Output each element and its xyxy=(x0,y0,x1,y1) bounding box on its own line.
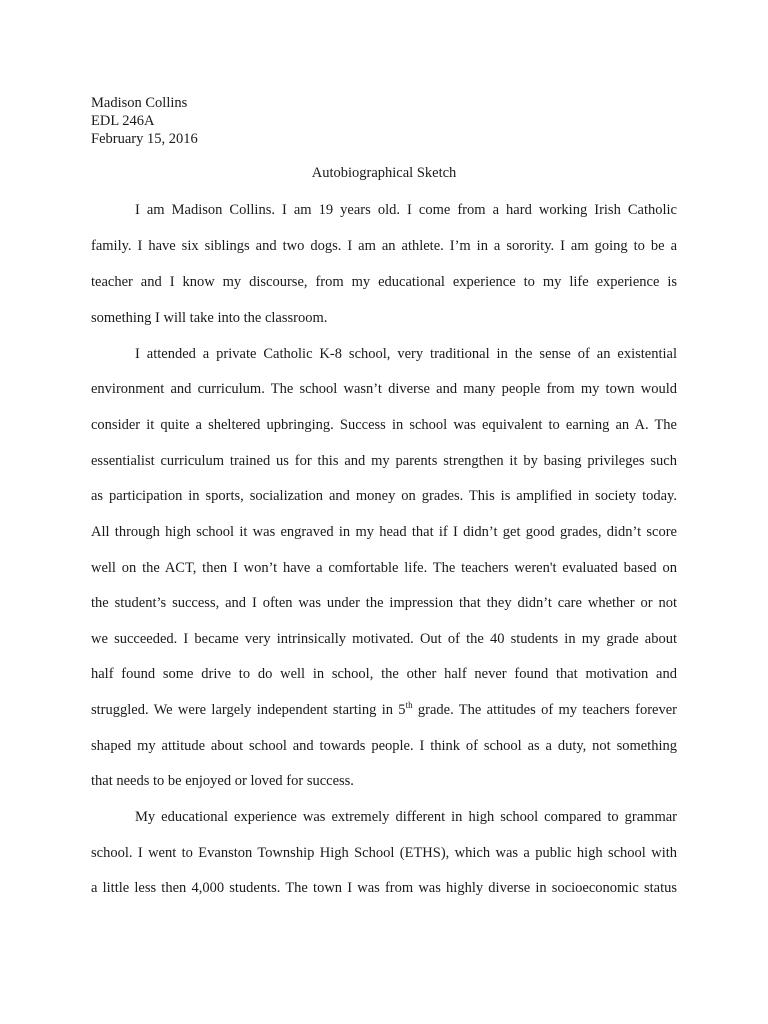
ordinal-superscript: th xyxy=(405,700,413,711)
paragraph-line: a little less then 4,000 students. The town I was from was highly diverse in socioeconomic status xyxy=(91,880,677,896)
paragraph-line: My educational experience was extremely different in high school compared to grammar xyxy=(135,809,677,825)
line-text-before: struggled. We were largely independent starting in 5 xyxy=(91,702,406,718)
paragraph-line: teacher and I know my discourse, from my educational experience to my life experience is xyxy=(91,274,677,290)
paragraph-line: family. I have six siblings and two dogs. I am an athlete. I’m in a sorority. I am going to be a xyxy=(91,238,677,254)
paragraph-line: the student’s success, and I often was under the impression that they didn’t care whether or not xyxy=(91,595,677,611)
paragraph-line: something I will take into the classroom. xyxy=(91,310,328,326)
paragraph-line: school. I went to Evanston Township High School (ETHS), which was a public high school with xyxy=(91,845,677,861)
paragraph-line: I attended a private Catholic K-8 school, very traditional in the sense of an existential xyxy=(135,346,677,362)
paragraph-line-with-superscript xyxy=(91,700,677,720)
paragraph-line: shaped my attitude about school and towards people. I think of school as a duty, not something xyxy=(91,738,677,754)
paragraph-line: that needs to be enjoyed or loved for success. xyxy=(91,773,354,789)
paragraph-line: environment and curriculum. The school wasn’t diverse and many people from my town would xyxy=(91,381,677,397)
paragraph-line: I am Madison Collins. I am 19 years old. I come from a hard working Irish Catholic xyxy=(135,202,677,218)
line-text-after: grade. The attitudes of my teachers forever xyxy=(412,702,677,718)
document-date: February 15, 2016 xyxy=(91,131,198,147)
paragraph-line: essentialist curriculum trained us for this and my parents strengthen it by basing privileges such xyxy=(91,453,677,469)
paragraph-line: well on the ACT, then I won’t have a comfortable life. The teachers weren't evaluated based on xyxy=(91,560,677,576)
paragraph-line: we succeeded. I became very intrinsically motivated. Out of the 40 students in my grade about xyxy=(91,631,677,647)
paragraph-line: as participation in sports, socialization and money on grades. This is amplified in society today. xyxy=(91,488,677,504)
paragraph-line: consider it quite a sheltered upbringing. Success in school was equivalent to earning an A. The xyxy=(91,417,677,433)
paragraph-line: All through high school it was engraved in my head that if I didn’t get good grades, didn’t score xyxy=(91,524,677,540)
paragraph-line: half found some drive to do well in school, the other half never found that motivation and xyxy=(91,666,677,682)
course-code: EDL 246A xyxy=(91,113,155,129)
document-title: Autobiographical Sketch xyxy=(311,165,457,181)
author-name: Madison Collins xyxy=(91,95,188,111)
